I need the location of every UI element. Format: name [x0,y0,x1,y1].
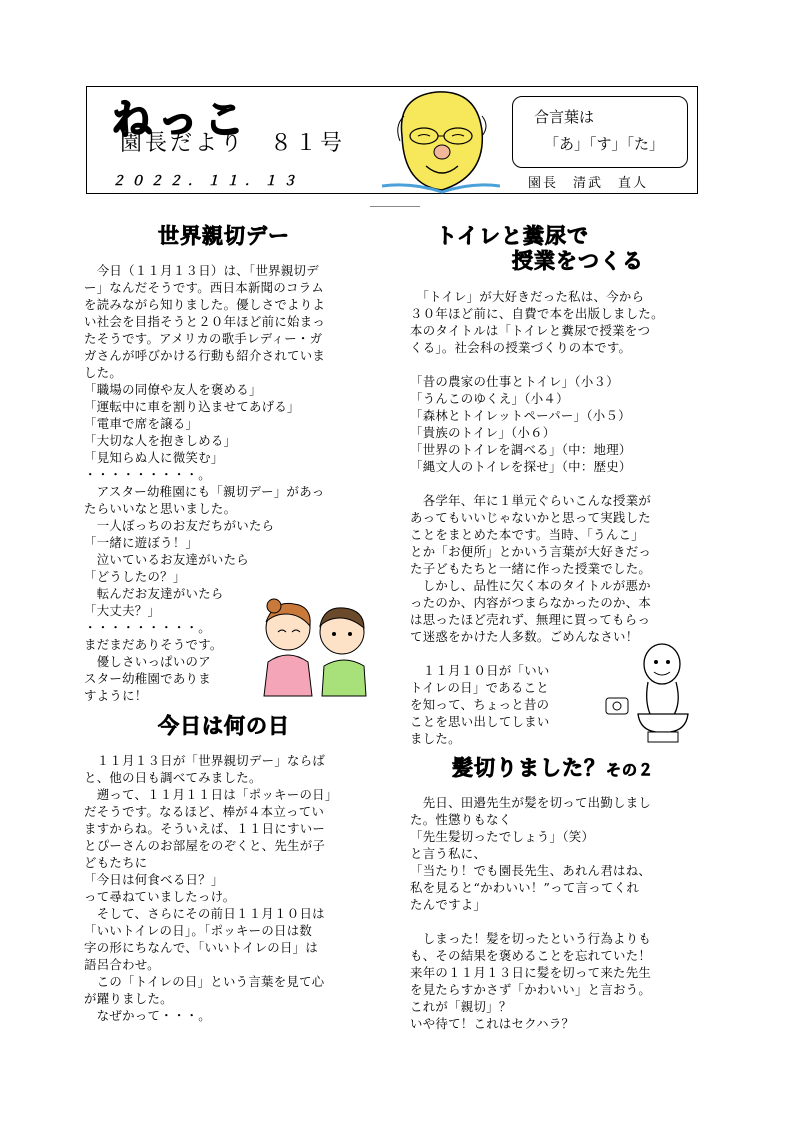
children-illustration-icon [254,592,380,700]
text-line: 「縄文人のトイレを探せ」（中：歴史） [410,459,632,474]
issue-date: ２０２２．１１．１３ [112,174,303,189]
text-line: ・・・・・・・・・。 [84,467,211,482]
text-line: スター幼稚園でありま [84,671,211,686]
text-line: たそうです。アメリカの歌手レディー・ガ [84,331,323,346]
text-line: ことをまとめた本です。当時、「うんこ」 [410,527,644,542]
text-line: 私を見ると“かわいい！”って言ってくれ [410,880,640,895]
text-line: 「世界のトイレを調べる」（中：地理） [410,442,632,457]
text-line: 遡って、１１月１１日は「ポッキーの日」 [84,787,338,802]
motto-words: 「あ」「す」「た」 [544,135,665,153]
text-line: って尋ねていましたっけ。 [84,889,236,904]
principal-name: 園長 清武 直人 [528,176,649,191]
motto-label: 合言葉は [534,108,595,126]
toilet-character-icon [600,640,700,744]
text-line: いや待て！これはセクハラ？ [410,1016,575,1031]
text-line: だそうです。なるほど、棒が４本立ってい [84,804,325,819]
section-title-haircut-suffix: その２ [606,761,655,779]
section-title-haircut-main: 髪切りました？ [452,756,606,780]
text-line: 優しさいっぱいのア [84,654,211,669]
text-line: 「昔の農家の仕事とトイレ」（小３） [410,374,619,389]
section-title-what-day: 今日は何の日 [158,714,290,738]
text-line: 「見知らぬ人に微笑む」 [84,450,224,465]
text-line: 「いいトイレの日」。「ポッキーの日は数 [84,923,313,938]
section-title-toilet-line1: トイレと糞尿で [436,224,589,248]
text-line: 泣いているお友達がいたら [84,552,249,567]
text-line: とぴーさんのお部屋をのぞくと、先生が子 [84,838,326,853]
text-line: 「貴族のトイレ」（小６） [410,425,556,440]
text-line: ３０年ほど前に、自費で本を出版しました。 [410,306,664,321]
text-line: を見たらすかさず「かわいい」と言おう。 [410,982,652,997]
text-line: を読みながら知りました。優しさでよりよ [84,297,326,312]
text-line: すように！ [84,688,148,703]
text-line: 「今日は何食べる日？」 [84,872,224,887]
text-line: た。性懲りもなく [410,812,512,827]
text-line: 先日、田邉先生が髪を切って出勤しまし [410,795,652,810]
masthead-title: ねっこ [112,97,250,143]
text-line: たんですよ」 [410,897,487,912]
text-line: 「うんこのゆくえ」（小４） [410,391,569,406]
text-line: と言う私に、 [410,846,487,861]
text-line: 今日（１１月１３日）は、「世界親切デ [84,263,319,278]
text-line: は思ったほど売れず、無理に買ってもらっ [410,612,651,627]
text-line: あってもいいじゃないかと思って実践した [410,510,651,525]
text-line: ことを思い出してしまい [410,714,550,729]
text-line: い社会を目指そうと２０年ほど前に始まっ [84,314,326,329]
text-line: この「トイレの日」という言葉を見て心 [84,974,325,989]
text-line: くる」。社会科の授業づくりの本です。 [410,340,632,355]
text-line: ・・・・・・・・・。 [84,620,211,635]
blank-line [410,475,720,492]
text-line: とか「お便所」とかいう言葉が大好きだっ [410,544,652,559]
header-divider [370,206,420,207]
text-line: と、他の日も調べてみました。 [84,770,262,785]
text-line: ますからね。そういえば、１１日にすいー [84,821,326,836]
text-line: しかし、品性に欠く本のタイトルが悪か [410,578,651,593]
text-line: どもたちに [84,855,148,870]
newsletter-subtitle: 園長だより ８１号 [120,131,346,156]
section-title-toilet-line2: 授業をつくる [512,249,644,273]
text-line: 「大丈夫？」 [84,603,161,618]
text-line: ガさんが呼びかける行動も紹介されていま [84,348,326,363]
text-line: 転んだお友達がいたら [84,586,224,601]
text-line: した。 [84,365,123,380]
text-line: が躍りました。 [84,991,173,1006]
principal-face-icon [382,86,500,202]
text-line: 「どうしたの？」 [84,569,186,584]
section-body-what-day [84,752,384,1024]
text-line: 「運転中に車を割り込ませてあげる」 [84,399,300,414]
text-line: 各学年、年に１単元ぐらいこんな授業が [410,493,652,508]
text-line: 一人ぼっちのお友だちがいたら [84,518,275,533]
text-line: そして、さらにその前日１１月１０日は [84,906,325,921]
text-line: アスター幼稚園にも「親切デー」があっ [84,484,325,499]
text-line: て迷惑をかけた人多数。ごめんなさい！ [410,629,639,644]
text-line: ったのか、内容がつまらなかったのか、本 [410,595,652,610]
text-line: も、その結果を褒めることを忘れていた！ [410,948,652,963]
section-title-kindness-day: 世界親切デー [158,224,290,248]
text-line: 「職場の同僚や友人を褒める」 [84,382,262,397]
text-line: 来年の１１月１３日に髪を切って来た先生 [410,965,652,980]
text-line: 「電車で席を譲る」 [84,416,199,431]
text-line: これが「親切」？ [410,999,512,1014]
text-line: １１月１３日が「世界親切デー」ならば [84,753,326,768]
text-line: 「先生髪切ったでしょう」（笑） [410,829,595,844]
text-line: トイレの日」であること [410,680,549,695]
text-line: 「一緒に遊ぼう！」 [84,535,199,550]
section-title-haircut [452,752,654,782]
blank-line [410,913,720,930]
text-line: ました。 [410,731,461,746]
text-line: なぜかって・・・。 [84,1008,211,1023]
text-line: まだまだありそうです。 [84,637,223,652]
text-line: 語呂合わせ。 [84,957,160,972]
text-line: た子どもたちと一緒に作った授業でした。 [410,561,652,576]
text-line: 「大切な人を抱きしめる」 [84,433,237,448]
text-line: 「森林とトイレットペーパー」（小５） [410,408,631,423]
text-line: を知って、ちょっと昔の [410,697,550,712]
text-line: 「トイレ」が大好きだった私は、今から [410,289,645,304]
blank-line [410,356,720,373]
text-line: 本のタイトルは「トイレと糞尿で授業をつ [410,323,651,338]
text-line: １１月１０日が「いい [410,663,550,678]
section-body-haircut [410,794,720,1032]
text-line: たらいいなと思いました。 [84,501,237,516]
text-line: 「当たり！でも園長先生、あれん君はね、 [410,863,652,878]
text-line: 字の形にちなんで、「いいトイレの日」は [84,940,319,955]
text-line: しまった！髪を切ったという行為よりも [410,931,652,946]
text-line: ー」なんだそうです。西日本新聞のコラム [84,280,325,295]
